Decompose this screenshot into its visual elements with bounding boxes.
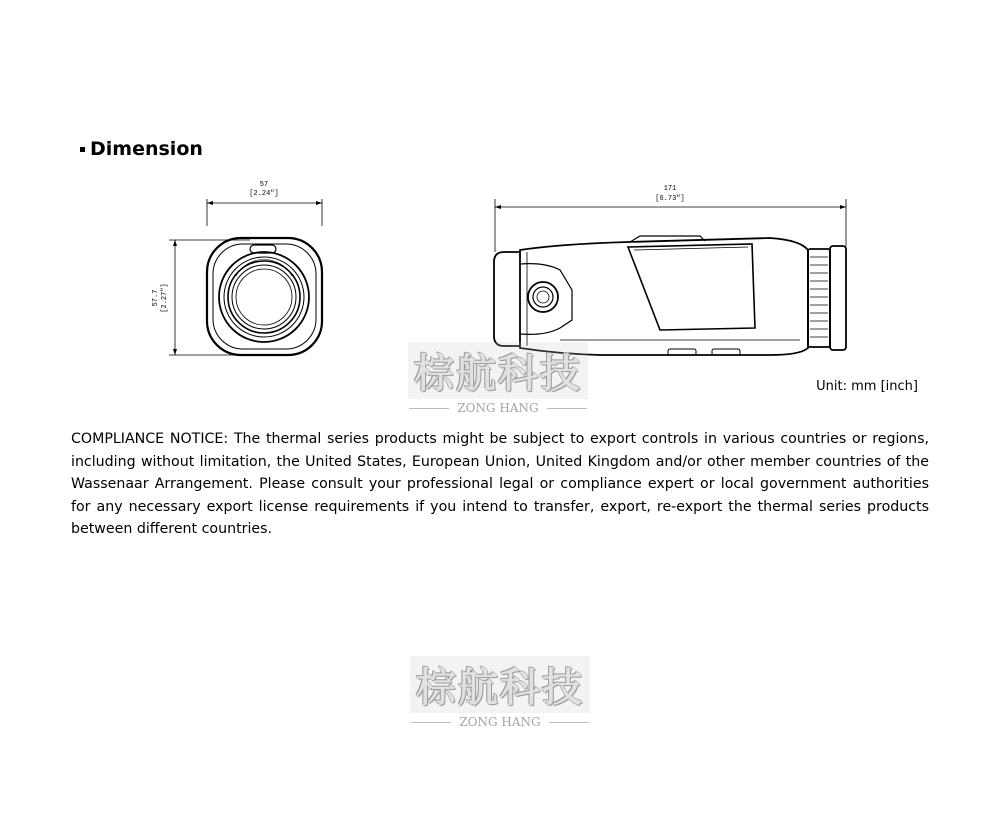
- side-length-mm: 171: [663, 185, 677, 193]
- front-width-mm: 57: [259, 181, 269, 189]
- front-view: [169, 199, 322, 355]
- front-height-in: [2.27"]: [161, 283, 169, 313]
- side-length-in: [6.73"]: [655, 195, 685, 203]
- watermark-cn-text: 棕航科技: [408, 342, 588, 399]
- front-height-mm: 57.7: [152, 289, 160, 307]
- compliance-notice: COMPLIANCE NOTICE: The thermal series products might be subject to export controls in various countries or regions, including without limitation, the United States, European Union, United Kingdom and/or other member countries of the Wassenaar Arrangement. Please consult your professional legal or compliance expert or local government authorities for any necessary export license requirements if you intend to transfer, export, re-export the thermal series products between different countries.: [71, 431, 929, 537]
- watermark-en-text: ZONG HANG: [457, 401, 539, 415]
- section-title: Dimension: [90, 138, 203, 160]
- watermark-cn-text: 棕航科技: [410, 656, 590, 713]
- side-view: [494, 199, 846, 355]
- watermark-en-text: ZONG HANG: [459, 715, 541, 729]
- front-width-in: [2.24"]: [249, 190, 279, 198]
- unit-note: Unit: mm [inch]: [816, 379, 918, 394]
